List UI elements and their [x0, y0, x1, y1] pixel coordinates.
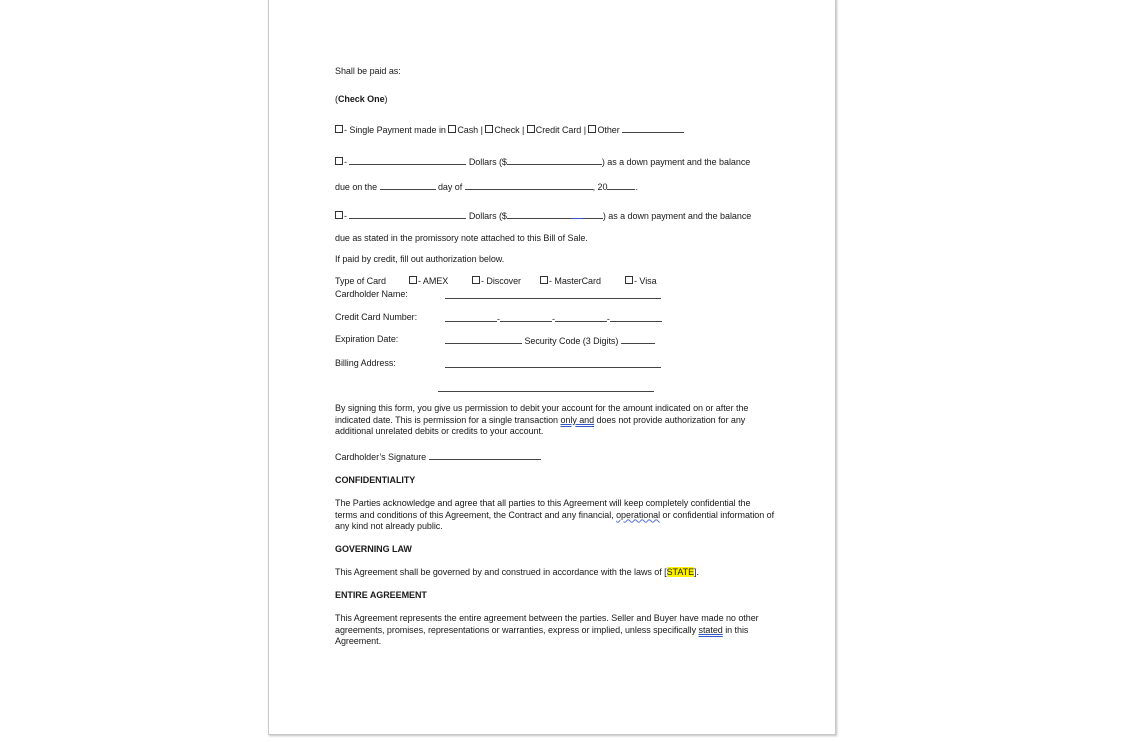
single-payment-line	[335, 123, 684, 137]
card-number-group-4[interactable]	[610, 312, 662, 322]
day-of-text: day of	[437, 182, 463, 192]
discover-label: - Discover	[481, 276, 522, 286]
card-number-field[interactable]	[445, 312, 662, 326]
visa-checkbox[interactable]	[625, 276, 633, 284]
down-payment-text-2: ) as a down payment and the balance	[602, 211, 752, 221]
cash-label: Cash |	[457, 125, 483, 135]
down-payment-text-1: ) as a down payment and the balance	[601, 157, 751, 167]
billing-address-row	[335, 358, 775, 370]
credit-card-checkbox[interactable]	[527, 125, 535, 133]
dollars-words-blank-2[interactable]	[349, 209, 466, 219]
mastercard-checkbox[interactable]	[540, 276, 548, 284]
cents-separator-2	[571, 209, 583, 219]
check-one-line	[335, 94, 387, 106]
card-hyphen-2: -	[551, 314, 555, 324]
single-payment-checkbox[interactable]	[335, 125, 343, 133]
check-one-text: Check One	[337, 94, 385, 104]
period: .	[635, 182, 638, 192]
only-and-text: only and	[560, 414, 595, 425]
amex-option[interactable]	[409, 276, 448, 288]
entire-text-1: This Agreement represents the entire agreement between the parties. Seller and Buyer have made no other agreements, promises, representations or warranties, express or implied, unless specifically	[335, 613, 759, 635]
authorization-text-1: By signing this form, you give us permission to debit your account for the amount indicated on or after the indicated date. This is permission for a single transaction	[335, 403, 749, 425]
down-payment-1-checkbox[interactable]	[335, 157, 343, 165]
shall-be-paid-text: Shall be paid as:	[335, 66, 401, 76]
due-on-line	[335, 180, 638, 194]
stated-text: stated	[698, 624, 723, 635]
month-blank[interactable]	[465, 180, 593, 190]
confidentiality-text-1: The Parties acknowledge and agree that all parties to this Agreement will keep completely confidential the terms and conditions of this Agreement, the Contract and any financial,	[335, 498, 751, 520]
down-payment-2-checkbox[interactable]	[335, 211, 343, 219]
card-type-row	[335, 276, 775, 288]
paren-open: (	[335, 94, 338, 104]
security-code-blank[interactable]	[621, 334, 655, 344]
governing-law-paragraph	[335, 567, 699, 579]
due-promissory-line	[335, 233, 588, 245]
expiration-label: Expiration Date:	[335, 334, 399, 344]
authorization-text-2: does not provide authorization for any additional unrelated debits or credits to your account.	[335, 414, 746, 436]
expiration-blank[interactable]	[445, 334, 522, 344]
other-label: Other	[597, 125, 620, 135]
amex-label: - AMEX	[418, 276, 449, 286]
year-prefix: , 20	[592, 182, 608, 192]
billing-address-label: Billing Address:	[335, 358, 396, 368]
down-payment-line-1	[335, 155, 750, 169]
card-number-group-2[interactable]	[500, 312, 552, 322]
check-label: Check |	[494, 125, 525, 135]
card-number-group-3[interactable]	[555, 312, 607, 322]
governing-text: This Agreement shall be governed by and construed in accordance with the laws of [	[335, 567, 667, 577]
single-payment-text: - Single Payment made in	[344, 125, 446, 135]
dash-2: -	[344, 211, 347, 221]
confidentiality-paragraph	[335, 498, 775, 533]
card-number-group-1[interactable]	[445, 312, 497, 322]
dollars-amount-blank-1[interactable]	[507, 155, 575, 165]
entire-text-2: in this Agreement.	[335, 624, 749, 646]
card-hyphen-3: -	[606, 314, 610, 324]
document-page	[268, 0, 836, 735]
year-blank[interactable]	[607, 180, 638, 192]
card-number-label: Credit Card Number:	[335, 312, 418, 322]
other-checkbox[interactable]	[588, 125, 596, 133]
cardholder-name-row	[335, 289, 775, 301]
mastercard-label: - MasterCard	[549, 276, 601, 286]
signature-blank[interactable]	[429, 450, 541, 460]
cardholder-name-blank[interactable]	[445, 289, 661, 299]
card-number-row	[335, 312, 775, 324]
mastercard-option[interactable]	[540, 276, 601, 288]
other-blank[interactable]	[622, 123, 684, 133]
governing-law-heading: GOVERNING LAW	[335, 544, 412, 554]
due-promissory-text: due as stated in the promissory note attached to this Bill of Sale.	[335, 233, 588, 243]
dash-1: -	[344, 157, 347, 167]
dollars-words-blank-1[interactable]	[349, 155, 466, 165]
if-paid-credit-line	[335, 254, 504, 266]
signature-row	[335, 450, 541, 464]
visa-label: - Visa	[634, 276, 657, 286]
card-hyphen-1: -	[497, 314, 500, 324]
signature-label: Cardholder’s Signature	[335, 452, 427, 462]
dollars-amount-blank-2[interactable]	[507, 209, 571, 219]
billing-address-blank-2[interactable]	[438, 382, 654, 392]
dollars-label-2: Dollars ($	[468, 211, 507, 221]
entire-agreement-paragraph	[335, 613, 775, 648]
security-code-label: Security Code (3 Digits)	[524, 336, 619, 346]
authorization-paragraph	[335, 403, 775, 438]
governing-end: ].	[694, 567, 699, 577]
if-paid-credit-text: If paid by credit, fill out authorization below.	[335, 254, 505, 264]
due-on-text: due on the	[335, 182, 378, 192]
amex-checkbox[interactable]	[409, 276, 417, 284]
down-payment-line-2	[335, 209, 751, 223]
discover-checkbox[interactable]	[472, 276, 480, 284]
expiration-row	[335, 334, 775, 346]
entire-agreement-heading: ENTIRE AGREEMENT	[335, 590, 427, 600]
discover-option[interactable]	[472, 276, 521, 288]
paren-close: )	[384, 94, 388, 104]
billing-address-blank-1[interactable]	[445, 358, 661, 368]
type-of-card-label: Type of Card	[335, 276, 386, 286]
confidentiality-text-2: or confidential information of any kind not already public.	[335, 509, 775, 531]
cash-checkbox[interactable]	[448, 125, 456, 133]
cardholder-name-label: Cardholder Name:	[335, 289, 408, 299]
state-placeholder[interactable]: STATE	[666, 567, 695, 577]
operational-text: operational	[616, 509, 661, 520]
day-blank[interactable]	[380, 180, 436, 190]
confidentiality-heading: CONFIDENTIALITY	[335, 475, 416, 485]
dollars-label-1: Dollars ($	[468, 157, 507, 167]
check-checkbox[interactable]	[485, 125, 493, 133]
cents-blank-1[interactable]	[575, 155, 602, 165]
shall-be-paid-line	[335, 66, 401, 78]
visa-option[interactable]	[625, 276, 657, 288]
cents-blank-2[interactable]	[583, 209, 603, 219]
credit-card-label: Credit Card |	[535, 125, 586, 135]
expiration-field	[445, 334, 655, 348]
